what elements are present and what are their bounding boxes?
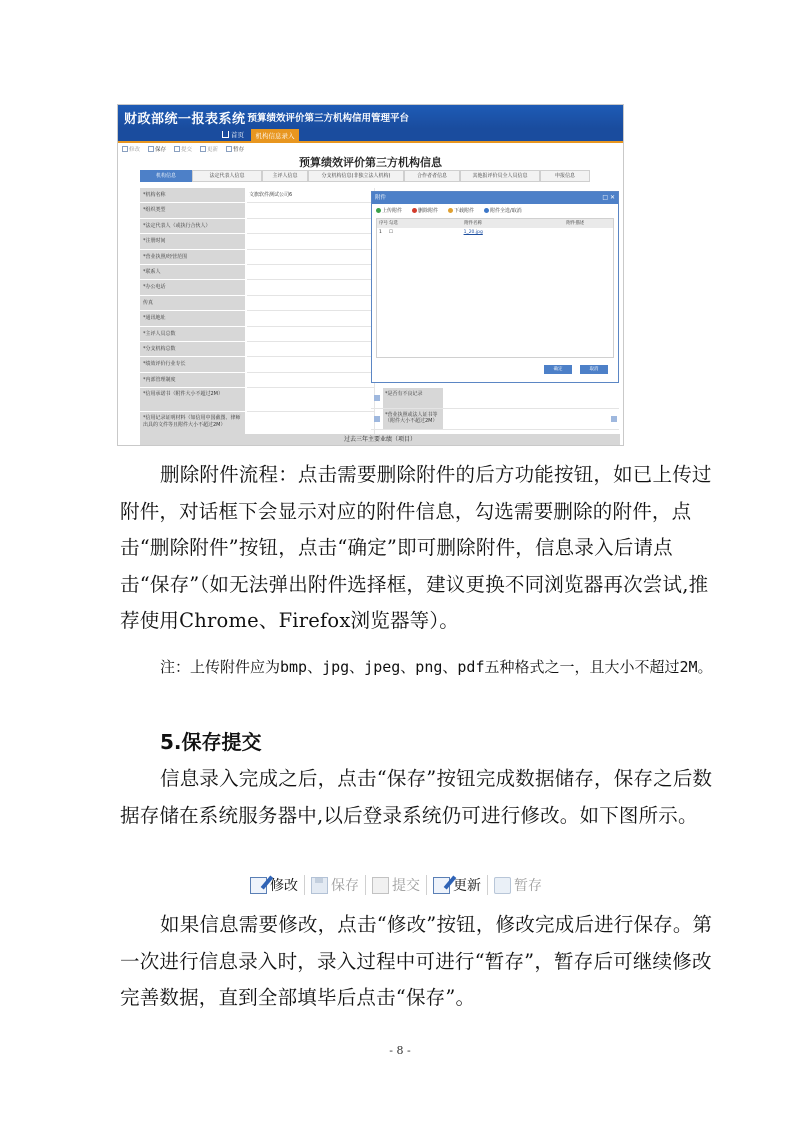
row-file-link[interactable]: 1_20.jpg bbox=[463, 230, 483, 235]
field-label: 传真 bbox=[140, 296, 245, 311]
form-title: 预算绩效评价第三方机构信息 bbox=[299, 156, 442, 169]
tool-save[interactable] bbox=[148, 145, 166, 153]
attachment-grid bbox=[376, 218, 614, 358]
close-icon[interactable]: □ ✕ bbox=[602, 194, 615, 201]
app-brand: 财政部统一报表系统 bbox=[124, 111, 246, 127]
field-value-input[interactable]: 文旗软件测试公司6 bbox=[247, 188, 375, 203]
submit-icon bbox=[372, 877, 389, 894]
update-label: 更新 bbox=[453, 878, 481, 894]
right-field-rows bbox=[371, 388, 619, 430]
attach-icon[interactable] bbox=[374, 416, 380, 422]
checkbox-icon bbox=[484, 208, 489, 213]
temp-save-label: 暂存 bbox=[514, 878, 542, 894]
paragraph-edit: 如果信息需要修改，点击“修改”按钮，修改完成后进行保存。第一次进行信息录入时，录入过程中可进行“暂存”，暂存后可继续修改完善数据，直到全部填毕后点击“保存”。 bbox=[120, 913, 713, 1009]
field-value-input[interactable] bbox=[247, 280, 375, 295]
tab-legal-rep[interactable]: 法定代表人信息 bbox=[192, 170, 262, 182]
tool-update-label: 更新 bbox=[207, 147, 219, 153]
field-value-input[interactable] bbox=[247, 219, 375, 234]
field-value-input[interactable] bbox=[247, 265, 375, 280]
field-value-input[interactable] bbox=[247, 412, 375, 436]
paragraph-save: 信息录入完成之后，点击“保存”按钮完成数据储存，保存之后数据存储在系统服务器中,以后登录系统仍可进行修改。如下图所示。 bbox=[120, 767, 713, 827]
field-label: *信用记录证明材料（如信用中国截图、律师出具的文件等且附件大小不超过2M） bbox=[140, 412, 245, 436]
tab-branches[interactable]: 分支机构信息(非独立法人机构) bbox=[308, 170, 404, 182]
field-label: *通讯地址 bbox=[140, 311, 245, 326]
upload-attachment-button[interactable] bbox=[376, 207, 402, 214]
license-value bbox=[443, 409, 619, 429]
field-value-input[interactable] bbox=[247, 342, 375, 357]
attachment-dialog bbox=[371, 191, 619, 383]
tab-other-staff[interactable]: 其他报评价员全人员信息 bbox=[460, 170, 540, 182]
field-label: *分支机构总数 bbox=[140, 342, 245, 357]
save-button[interactable] bbox=[305, 872, 365, 898]
bad-record-row bbox=[371, 388, 619, 409]
col-name: 附件名称 bbox=[464, 221, 483, 226]
update-button[interactable] bbox=[427, 872, 487, 898]
app-subtitle: 预算绩效评价第三方机构信用管理平台 bbox=[247, 113, 410, 124]
tool-update[interactable] bbox=[200, 145, 218, 153]
nav-home[interactable] bbox=[222, 130, 244, 139]
nav-home-label: 首页 bbox=[231, 131, 244, 139]
form-toolbar bbox=[118, 143, 623, 155]
field-value-input[interactable] bbox=[247, 203, 375, 218]
temp-save-icon bbox=[494, 877, 511, 894]
submit-icon bbox=[174, 146, 180, 152]
delete-label: 删除附件 bbox=[418, 207, 439, 214]
tool-submit[interactable] bbox=[174, 145, 192, 153]
section-heading: 5.保存提交 bbox=[160, 730, 262, 754]
upload-icon bbox=[376, 208, 381, 213]
performance-bar: 过去三年主要业绩（项目） bbox=[140, 434, 620, 445]
field-value-input[interactable] bbox=[247, 311, 375, 326]
tab-org-info[interactable]: 机构信息 bbox=[140, 170, 192, 182]
dialog-buttons bbox=[544, 365, 608, 374]
update-icon bbox=[433, 877, 450, 894]
edit-button[interactable] bbox=[244, 872, 304, 898]
bad-record-label: *是否有不良记录 bbox=[383, 388, 443, 408]
row-index: 1 bbox=[379, 230, 382, 235]
delete-attachment-button[interactable] bbox=[412, 207, 438, 214]
upload-label: 上传附件 bbox=[382, 207, 403, 214]
tab-declaration[interactable]: 申报信息 bbox=[540, 170, 590, 182]
field-labels bbox=[140, 188, 245, 436]
bad-record-select[interactable] bbox=[443, 388, 619, 408]
license-label: *营业执照或法人证书等（附件大小不超过2M） bbox=[383, 409, 443, 429]
license-row bbox=[371, 409, 619, 430]
save-label: 保存 bbox=[331, 878, 359, 894]
field-label: *联系人 bbox=[140, 265, 245, 280]
submit-button[interactable] bbox=[366, 872, 426, 898]
tool-edit[interactable] bbox=[122, 145, 140, 153]
field-value-input[interactable] bbox=[247, 357, 375, 372]
tool-edit-label: 修改 bbox=[129, 147, 141, 153]
paragraph-delete-flow: 删除附件流程：点击需要删除附件的后方功能按钮，如已上传过附件，对话框下会显示对应的附件信息，勾选需要删除的附件，点击“删除附件”按钮，点击“确定”即可删除附件，信息录入后请点击“保存”（如无法弹出附件选择框，建议更换不同浏览器再次尝试,推荐使用Chrome、Firefox浏览器等）。 bbox=[120, 463, 712, 632]
attach-icon[interactable] bbox=[374, 395, 380, 401]
home-icon bbox=[222, 131, 229, 138]
field-value-input[interactable] bbox=[247, 327, 375, 342]
toolbar-figure bbox=[244, 870, 548, 900]
nav-bar bbox=[118, 129, 623, 143]
field-label: *机构名称 bbox=[140, 188, 245, 203]
cancel-button[interactable]: 取消 bbox=[580, 365, 608, 374]
field-label: *营业执照/经营范围 bbox=[140, 250, 245, 265]
row-desc bbox=[538, 228, 613, 237]
nav-tab-entry[interactable]: 机构信息录入 bbox=[251, 129, 299, 143]
delete-icon bbox=[412, 208, 417, 213]
temp-save-button[interactable] bbox=[488, 872, 548, 898]
field-values bbox=[247, 188, 375, 436]
ok-button[interactable]: 确定 bbox=[544, 365, 572, 374]
table-row[interactable] bbox=[377, 228, 613, 237]
page-number: - 8 - bbox=[389, 1044, 411, 1057]
field-label: *组织类型 bbox=[140, 203, 245, 218]
field-label: *注册时间 bbox=[140, 234, 245, 249]
attach-icon[interactable] bbox=[611, 416, 617, 422]
note-attachment-format: 注：上传附件应为bmp、jpg、jpeg、png、pdf五种格式之一，且大小不超过2M。 bbox=[160, 658, 713, 676]
field-label: *绩效评价行业专长 bbox=[140, 357, 245, 372]
app-banner bbox=[118, 105, 623, 129]
col-desc: 附件描述 bbox=[566, 221, 585, 226]
temp-save-icon bbox=[226, 146, 232, 152]
field-label: *信用承诺书（附件大小不超过2M） bbox=[140, 388, 245, 412]
select-all-attachment-button[interactable] bbox=[484, 207, 522, 214]
field-value-input[interactable] bbox=[247, 388, 375, 412]
tool-temp-save[interactable] bbox=[226, 145, 244, 153]
field-value-input[interactable] bbox=[247, 296, 375, 311]
edit-icon bbox=[122, 146, 128, 152]
download-attachment-button[interactable] bbox=[448, 207, 474, 214]
download-icon bbox=[448, 208, 453, 213]
form-tabs bbox=[140, 170, 623, 182]
tab-partners[interactable]: 合作者者信息 bbox=[404, 170, 460, 182]
select-all-label: 附件全选/取消 bbox=[490, 207, 522, 214]
save-icon bbox=[148, 146, 154, 152]
field-label: *内部管理制度 bbox=[140, 373, 245, 388]
edit-label: 修改 bbox=[270, 878, 298, 894]
field-label: *办公电话 bbox=[140, 280, 245, 295]
row-checkbox[interactable]: ☐ bbox=[388, 230, 393, 235]
tool-save-label: 保存 bbox=[155, 147, 167, 153]
tab-evaluator[interactable]: 主评人信息 bbox=[262, 170, 308, 182]
dialog-toolbar bbox=[372, 204, 618, 216]
edit-icon bbox=[250, 877, 267, 894]
grid-header bbox=[377, 219, 613, 228]
field-label: *主评人员总数 bbox=[140, 327, 245, 342]
dialog-header bbox=[372, 192, 618, 204]
field-label: *法定代表人（或执行合伙人） bbox=[140, 219, 245, 234]
col-index: 序号 bbox=[379, 221, 388, 226]
save-icon bbox=[311, 877, 328, 894]
field-value-input[interactable] bbox=[247, 234, 375, 249]
download-label: 下载附件 bbox=[454, 207, 475, 214]
dialog-title: 附件 bbox=[375, 195, 387, 201]
update-icon bbox=[200, 146, 206, 152]
field-value-input[interactable] bbox=[247, 373, 375, 388]
tool-submit-label: 提交 bbox=[181, 147, 193, 153]
system-screenshot bbox=[117, 104, 624, 446]
submit-label: 提交 bbox=[392, 878, 420, 894]
tool-temp-save-label: 暂存 bbox=[233, 147, 245, 153]
col-check: 勾选 bbox=[388, 221, 398, 226]
field-value-input[interactable] bbox=[247, 250, 375, 265]
